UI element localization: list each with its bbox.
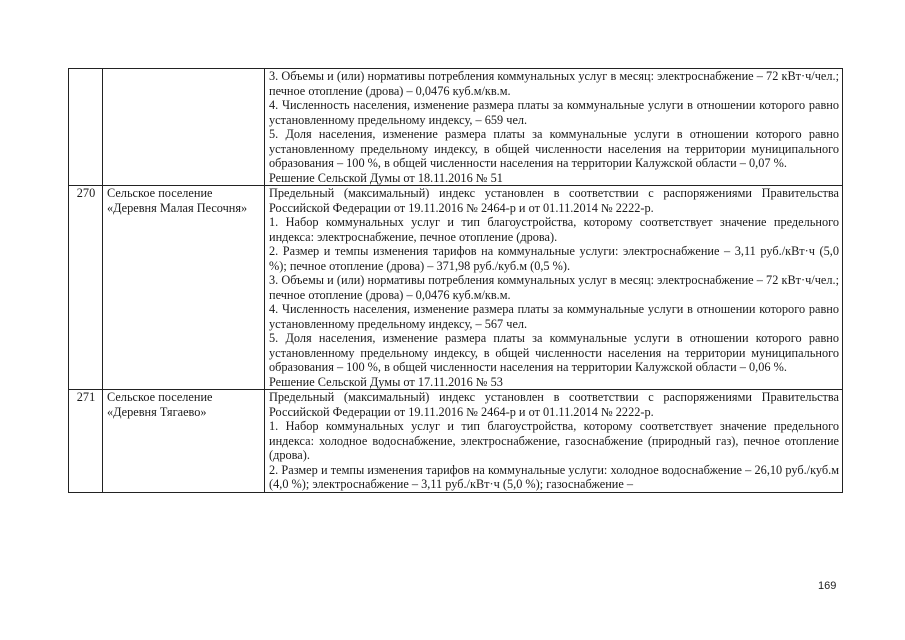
row-number: 271 — [76, 390, 96, 404]
paragraph: 5. Доля населения, изменение размера платы за коммунальные услуги в отношении которого равно установленному предельному индексу, в общей численности населения на территории муниципального образования – 100 %, в общей численности населения на территории Калужской области – 0,06 %. — [269, 331, 839, 374]
row-number-cell — [69, 390, 103, 493]
paragraph: 4. Численность населения, изменение размера платы за коммунальные услуги в отношении которого равно установленному предельному индексу, – 659 чел. — [269, 98, 839, 127]
paragraph: Предельный (максимальный) индекс установлен в соответствии с распоряжениями Правительства Российской Федерации от 19.11.2016 № 2464-р и от 01.11.2014 № 2222-р. — [269, 186, 839, 215]
table-row — [69, 390, 843, 493]
index-details-cell — [265, 69, 843, 186]
paragraph: 5. Доля населения, изменение размера платы за коммунальные услуги в отношении которого равно установленному предельному индексу, в общей численности населения на территории муниципального образования – 100 %, в общей численности населения на территории Калужской области – 0,07 %. — [269, 127, 839, 170]
municipality-name: Сельское поселение «Деревня Тягаево» — [107, 390, 213, 419]
page-number: 169 — [818, 580, 837, 592]
paragraph: Предельный (максимальный) индекс установлен в соответствии с распоряжениями Правительства Российской Федерации от 19.11.2016 № 2464-р и от 01.11.2014 № 2222-р. — [269, 390, 839, 419]
row-number-cell — [69, 69, 103, 186]
paragraph: 1. Набор коммунальных услуг и тип благоустройства, которому соответствует значение предельного индекса: электроснабжение, печное отопление (дрова). — [269, 215, 839, 244]
municipality-name: Сельское поселение «Деревня Малая Песочня» — [107, 186, 248, 215]
paragraph: 3. Объемы и (или) нормативы потребления коммунальных услуг в месяц: электроснабжение – 72 кВт·ч/чел.; печное отопление (дрова) – 0,0476 куб.м/кв.м. — [269, 69, 839, 98]
row-number-cell — [69, 186, 103, 390]
row-number: 270 — [76, 186, 96, 200]
paragraph: 2. Размер и темпы изменения тарифов на коммунальные услуги: холодное водоснабжение – 26,10 руб./куб.м (4,0 %); электроснабжение – 3,11 руб./кВт·ч (5,0 %); газоснабжение – — [269, 462, 839, 491]
paragraph: 1. Набор коммунальных услуг и тип благоустройства, которому соответствует значение предельного индекса: холодное водоснабжение, электроснабжение, газоснабжение (природный газ), печное отопление (дрова). — [269, 419, 839, 462]
index-details-cell — [265, 186, 843, 390]
paragraph: 4. Численность населения, изменение размера платы за коммунальные услуги в отношении которого равно установленному предельному индексу, – 567 чел. — [269, 302, 839, 331]
decision-reference: Решение Сельской Думы от 18.11.2016 № 51 — [269, 170, 503, 185]
decision-reference: Решение Сельской Думы от 17.11.2016 № 53 — [269, 374, 503, 389]
index-details-cell — [265, 390, 843, 493]
table-row — [69, 69, 843, 186]
paragraph: 3. Объемы и (или) нормативы потребления коммунальных услуг в месяц: электроснабжение – 72 кВт·ч/чел.; печное отопление (дрова) – 0,0476 куб.м/кв.м. — [269, 273, 839, 302]
municipality-name-cell — [103, 390, 265, 493]
paragraph: 2. Размер и темпы изменения тарифов на коммунальные услуги: электроснабжение – 3,11 руб./кВт·ч (5,0 %); печное отопление (дрова) – 371,98 руб./куб.м (0,5 %). — [269, 244, 839, 273]
table-row — [69, 186, 843, 390]
municipality-name-cell — [103, 186, 265, 390]
municipality-name-cell — [103, 69, 265, 186]
tariff-index-table — [68, 68, 843, 493]
